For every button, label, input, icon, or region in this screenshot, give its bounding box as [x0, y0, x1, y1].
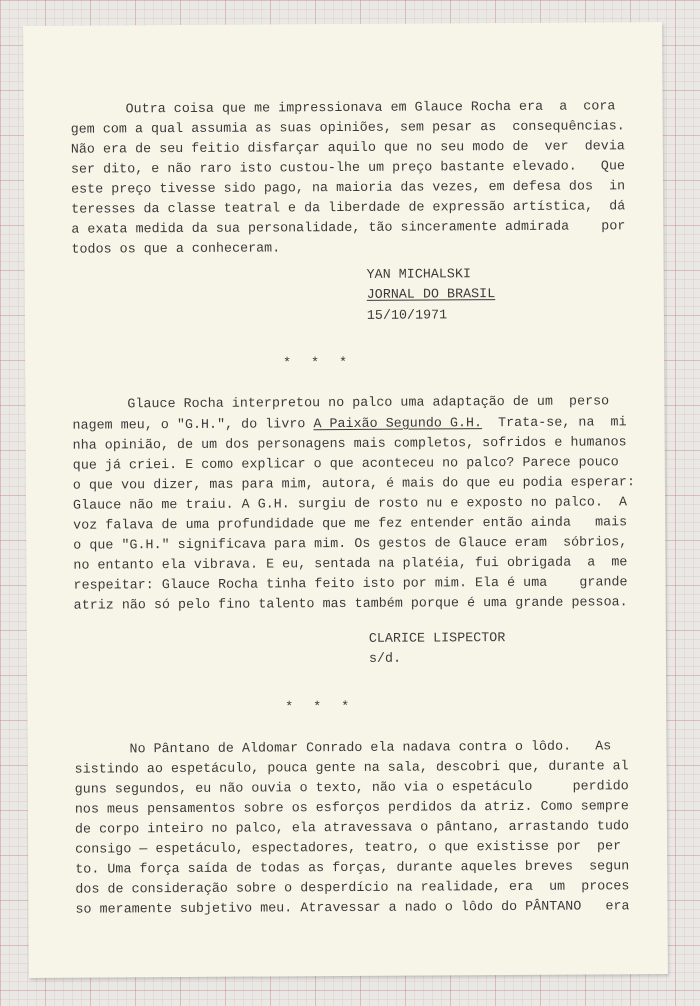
paragraph-3-line: consigo — espetáculo, espectadores, teatro, o que existisse por per — [75, 838, 622, 857]
signature-date-1971: 15/10/1971 — [366, 307, 448, 323]
paragraph-3-line: so meramente subjetivo meu. Atravessar a nado o lôdo do PÂNTANO era — [75, 898, 630, 917]
signature-source-jornal: JORNAL DO BRASIL — [366, 286, 496, 302]
signature-date-sd: s/d. — [368, 650, 402, 666]
section-separator: * * * — [285, 698, 356, 715]
paragraph-2-line: respeitar: Glauce Rocha tinha feito isto por mim. Ela é uma grande — [73, 574, 628, 593]
paragraph-2-line: que já criei. E como explicar o que aconteceu no palco? Parece pouco — [72, 454, 619, 473]
paragraph-1-line: gem com a qual assumia as suas opiniões, sem pesar as consequências. — [70, 118, 625, 137]
paragraph-1-line: todos os que a conheceram. — [71, 240, 281, 257]
typewritten-page — [23, 22, 668, 978]
book-title: A Paixão Segundo G.H. — [313, 415, 483, 432]
paragraph-3-line: No Pântano de Aldomar Conrado ela nadava contra o lôdo. As — [129, 738, 612, 757]
paragraph-2-line: Glauce Rocha interpretou no palco uma adaptação de um perso — [127, 393, 610, 412]
paragraph-2-line: voz falava de uma profundidade que me fez entender então ainda mais — [73, 514, 628, 533]
paragraph-2-line: o que "G.H." significava para mim. Os gestos de Glauce eram sóbrios, — [73, 534, 628, 553]
paragraph-3-line: de corpo inteiro no palco, ela atravessava o pântano, arrastando tudo — [74, 818, 630, 837]
signature-author-michalski: YAN MICHALSKI — [366, 266, 472, 282]
paragraph-1-line: ser dito, e não raro isto custou-lhe um preço bastante elevado. Que — [70, 158, 626, 177]
paragraph-2-line: no entanto ela vibrava. E eu, sentada na platéia, fui obrigada a me — [73, 554, 628, 573]
paragraph-2-line: atriz não só pelo fino talento mas também porque é uma grande pessoa. — [73, 594, 628, 613]
paragraph-3-line: sistindo ao espetáculo, pouca gente na sala, descobri que, durante al — [74, 758, 629, 777]
paragraph-3-line: guns segundos, eu não ouvia o texto, não via o espetáculo perdido — [74, 778, 629, 797]
paragraph-2-line: o que vou dizer, mas para mim, autora, é mais do que eu podia esperar: — [72, 474, 636, 493]
paragraph-3-line: to. Uma força saída de todas as forças, durante aqueles breves segun — [75, 858, 630, 877]
paragraph-1-line: este preço tivesse sido pago, na maioria das vezes, em defesa dos in — [71, 178, 626, 197]
paragraph-1-line: Não era de seu feitio disfarçar aquilo que no seu modo de ver devia — [70, 138, 625, 157]
paragraph-2-line: nha opinião, de um dos personagens mais completos, sofridos e humanos — [72, 434, 627, 453]
paragraph-2-line: nagem meu, o "G.H.", do livro A Paixão Segundo G.H. Trata-se, na mi — [72, 414, 627, 433]
paragraph-1-line: a exata medida da sua personalidade, tão sinceramente admirada por — [71, 218, 626, 237]
signature-author-lispector: CLARICE LISPECTOR — [368, 630, 506, 646]
section-separator: * * * — [283, 354, 354, 371]
paragraph-1-line: teresses da classe teatral e da liberdade de expressão artística, dá — [71, 198, 626, 217]
paragraph-2-line: Glauce não me traiu. A G.H. surgiu de rosto nu e exposto no palco. A — [72, 494, 628, 513]
paragraph-3-line: dos de consideração sobre o desperdício na realidade, era um proces — [75, 878, 630, 897]
paragraph-1-line: Outra coisa que me impressionava em Glauce Rocha era a cora — [125, 98, 616, 117]
paragraph-3-line: nos meus pensamentos sobre os esforços perdidos da atriz. Como sempre — [74, 798, 629, 817]
